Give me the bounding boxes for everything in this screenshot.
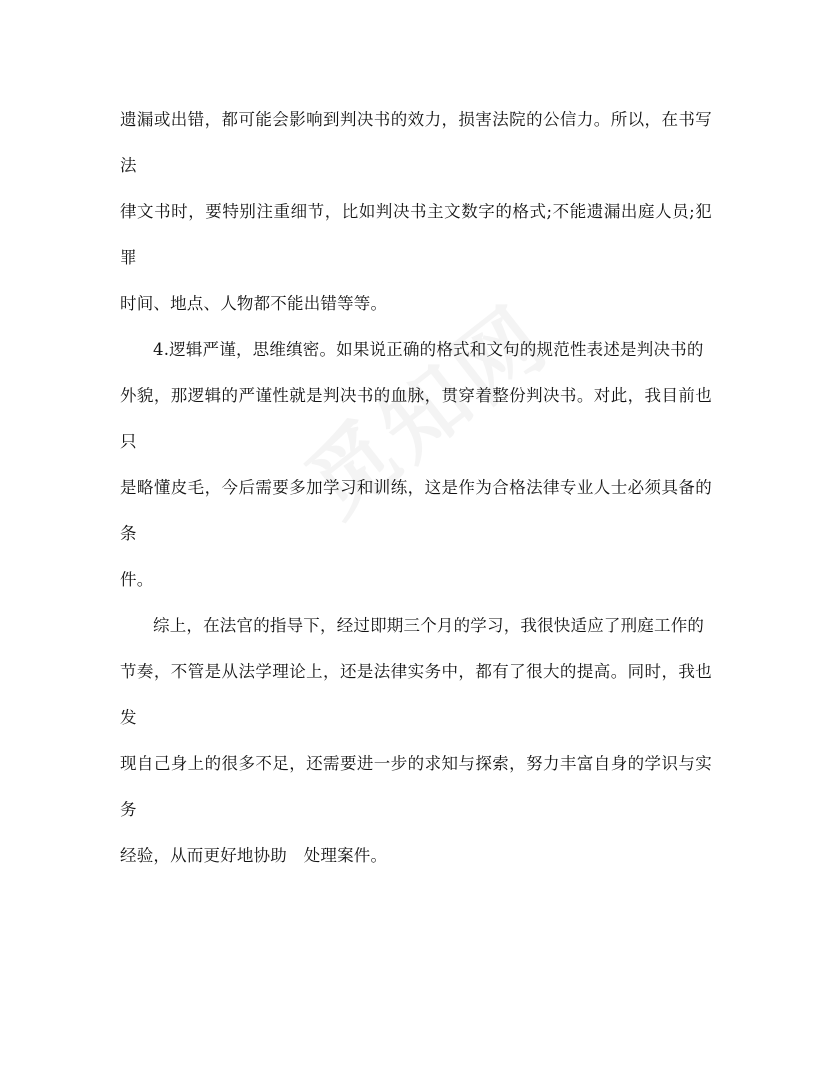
paragraph-line: 节奏，不管是从法学理论上，还是法律实务中，都有了很大的提高。同时，我也发: [120, 662, 712, 727]
paragraph-line: 综上，在法官的指导下，经过即期三个月的学习，我很快适应了刑庭工作的: [153, 616, 705, 635]
paragraph-line: 件。: [120, 570, 154, 589]
paragraph-line: 4.逻辑严谨，思维缜密。如果说正确的格式和文句的规范性表述是判决书的: [153, 340, 704, 359]
paragraph-line: 外貌，那逻辑的严谨性就是判决书的血脉，贯穿着整份判决书。对此，我目前也只: [120, 386, 712, 451]
paragraph-1: [120, 97, 712, 327]
paragraph-line: 遗漏或出错，都可能会影响到判决书的效力，损害法院的公信力。所以，在书写法: [120, 110, 712, 175]
document-body: [120, 97, 712, 879]
paragraph-3: [120, 603, 712, 879]
paragraph-line: 经验，从而更好地协助 处理案件。: [120, 846, 388, 865]
paragraph-line: 时间、地点、人物都不能出错等等。: [120, 294, 388, 313]
paragraph-2: [120, 327, 712, 603]
paragraph-line: 律文书时，要特别注重细节，比如判决书主文数字的格式;不能遗漏出庭人员;犯罪: [120, 202, 712, 267]
paragraph-line: 现自己身上的很多不足，还需要进一步的求知与探索，努力丰富自身的学识与实务: [120, 754, 712, 819]
paragraph-line: 是略懂皮毛，今后需要多加学习和训练，这是作为合格法律专业人士必须具备的条: [120, 478, 712, 543]
